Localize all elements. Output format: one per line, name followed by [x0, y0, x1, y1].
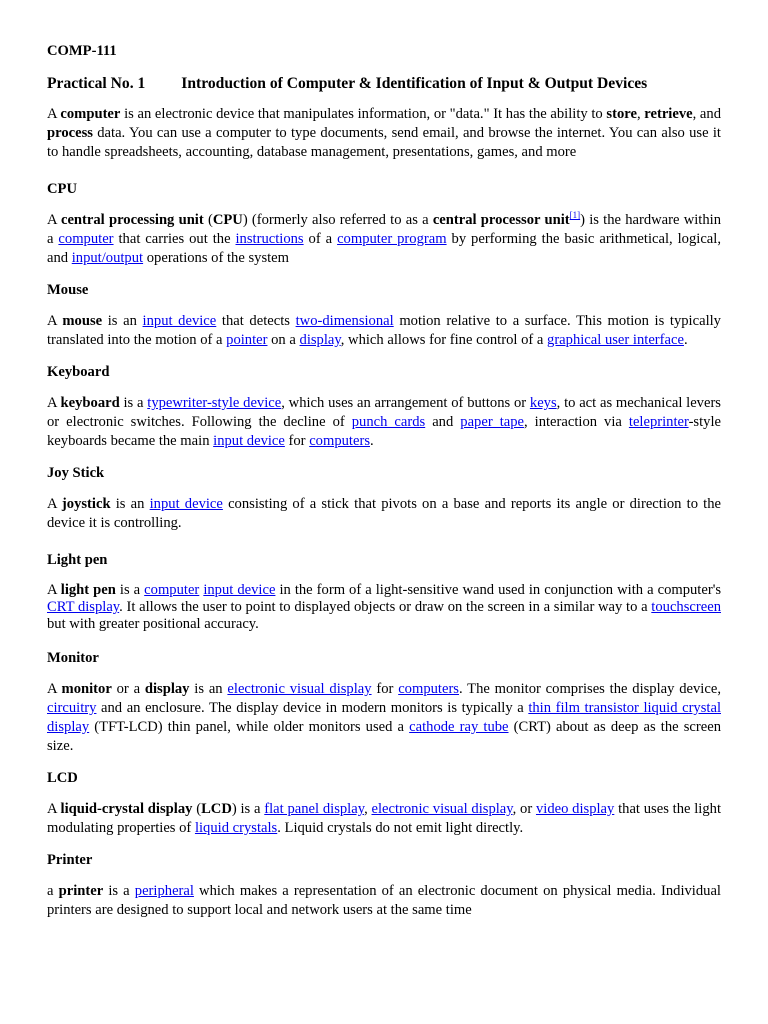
text: is a — [103, 883, 135, 899]
text: , — [364, 801, 372, 817]
keyboard-paragraph — [47, 394, 721, 451]
text: . It allows the user to point to displayed objects or draw on the screen in a similar way to a — [119, 599, 652, 615]
link-flat-panel-display[interactable]: flat panel display — [264, 801, 365, 817]
document-page — [47, 42, 721, 933]
text: A — [47, 106, 61, 122]
text: is a — [115, 582, 145, 598]
text: (CRT) about as deep as the screen size. — [47, 719, 721, 754]
link-tft-lcd[interactable]: thin film transistor liquid crystal display — [47, 700, 721, 735]
term: light pen — [60, 582, 116, 598]
link-circuitry[interactable]: circuitry — [47, 700, 97, 716]
term-process: process — [47, 125, 93, 141]
text: and an enclosure. The display device in modern monitors is typically a — [96, 700, 529, 716]
text: data. You can use a computer to type documents, send email, and browse the internet. You can also use it to handle spreadsheets, accounting, database management, presentations, games, and more — [47, 125, 721, 160]
text: consisting of a stick that pivots on a base and reports its angle or direction to the device it is controlling. — [47, 496, 722, 531]
link-computer[interactable]: computer — [144, 582, 200, 598]
text: A — [47, 681, 62, 697]
text: . — [683, 332, 688, 348]
link-video-display[interactable]: video display — [535, 801, 615, 817]
text: , to act as mechanical levers or electronic switches. Following the decline of — [47, 395, 721, 430]
text: , — [636, 106, 645, 122]
link-computers[interactable]: computers — [398, 681, 459, 697]
text: that carries out the — [113, 231, 236, 247]
text: that detects — [216, 313, 296, 329]
term-computer: computer — [60, 106, 121, 122]
section-heading-mouse: Mouse — [47, 282, 89, 298]
link-computer-program[interactable]: computer program — [337, 231, 447, 247]
text: is an electronic device that manipulates information, or "data." It has the ability to — [120, 106, 607, 122]
page-title — [47, 74, 721, 93]
text: , or — [512, 801, 536, 817]
text: that uses the light modulating properties of — [47, 801, 722, 836]
term: CPU — [212, 212, 243, 228]
term: LCD — [201, 801, 232, 817]
text: , interaction via — [524, 414, 629, 430]
term-retrieve: retrieve — [644, 106, 693, 122]
text: on a — [267, 332, 300, 348]
text: motion relative to a surface. This motion is typically translated into the motion of a — [47, 313, 721, 348]
text: A — [47, 582, 61, 598]
section-heading-joystick: Joy Stick — [47, 465, 105, 481]
section-heading-light-pen: Light pen — [47, 552, 108, 568]
text: is a — [119, 395, 148, 411]
section-heading-monitor: Monitor — [47, 650, 99, 666]
text: ) is the hardware within a — [47, 212, 722, 247]
light-pen-paragraph — [47, 582, 721, 633]
text: operations of the system — [143, 250, 290, 266]
link-crt-display[interactable]: CRT display — [47, 599, 120, 615]
text: ) is a — [231, 801, 265, 817]
link-computers[interactable]: computers — [309, 433, 370, 449]
text: for — [371, 681, 399, 697]
text: ( — [192, 801, 202, 817]
term: mouse — [62, 313, 103, 329]
term: display — [144, 681, 190, 697]
text: , which allows for fine control of a — [340, 332, 548, 348]
link-liquid-crystals[interactable]: liquid crystals — [194, 820, 278, 836]
link-input-output[interactable]: input/output — [71, 250, 144, 266]
link-input-device[interactable]: input device — [142, 313, 217, 329]
text: A — [47, 313, 63, 329]
text: ) (formerly also referred to as a — [242, 212, 433, 228]
text: A — [47, 212, 61, 228]
text: but with greater positional accuracy. — [47, 616, 259, 632]
text: -style keyboards became the main — [47, 414, 721, 449]
term: central processor unit — [432, 212, 570, 228]
cpu-paragraph — [47, 211, 721, 268]
link-electronic-visual-display[interactable]: electronic visual display — [227, 681, 372, 697]
lcd-paragraph — [47, 800, 721, 838]
link-punch-cards[interactable]: punch cards — [351, 414, 426, 430]
text: of a — [303, 231, 338, 247]
text: . Liquid crystals do not emit light directly. — [277, 820, 524, 836]
link-peripheral[interactable]: peripheral — [134, 883, 194, 899]
printer-paragraph — [47, 882, 721, 920]
text: is an — [110, 496, 150, 512]
section-heading-printer: Printer — [47, 852, 93, 868]
text: a — [47, 883, 59, 899]
link-input-device[interactable]: input device — [213, 433, 285, 449]
link-touchscreen[interactable]: touchscreen — [651, 599, 721, 615]
practical-title: Introduction of Computer & Identification of Input & Output Devices — [181, 75, 648, 92]
section-heading-cpu: CPU — [47, 181, 77, 197]
text: (TFT-LCD) thin panel, while older monitors used a — [89, 719, 410, 735]
course-code: COMP-111 — [47, 43, 117, 59]
text: and — [425, 414, 461, 430]
text: , which uses an arrangement of buttons or — [281, 395, 530, 411]
text: or a — [111, 681, 145, 697]
link-two-dimensional[interactable]: two-dimensional — [295, 313, 394, 329]
text: , and — [692, 106, 722, 122]
section-heading-keyboard: Keyboard — [47, 364, 110, 380]
text: A — [47, 496, 62, 512]
term: keyboard — [60, 395, 120, 411]
section-heading-lcd: LCD — [47, 770, 78, 786]
text: . The monitor comprises the display device, — [458, 681, 721, 697]
term: liquid-crystal display — [60, 801, 193, 817]
joystick-paragraph — [47, 495, 721, 533]
link-graphical-user-interface[interactable]: graphical user interface — [547, 332, 684, 348]
text: in the form of a light-sensitive wand used in conjunction with a computer's — [275, 582, 722, 598]
text: ( — [203, 212, 213, 228]
text: A — [47, 801, 61, 817]
text: is an — [189, 681, 228, 697]
link-pointer[interactable]: pointer — [226, 332, 268, 348]
link-teleprinter[interactable]: teleprinter — [628, 414, 689, 430]
link-input-device[interactable]: input device — [149, 496, 223, 512]
text: by performing the basic arithmetical, logical, and — [47, 231, 721, 266]
term: monitor — [61, 681, 112, 697]
citation-link[interactable]: [1] — [569, 210, 581, 221]
link-paper-tape[interactable]: paper tape — [460, 414, 524, 430]
link-instructions[interactable]: instructions — [235, 231, 304, 247]
link-computer[interactable]: computer — [58, 231, 114, 247]
term: joystick — [61, 496, 111, 512]
monitor-paragraph — [47, 680, 721, 756]
link-electronic-visual-display[interactable]: electronic visual display — [371, 801, 513, 817]
mouse-paragraph — [47, 312, 721, 350]
link-typewriter-style-device[interactable]: typewriter-style device — [147, 395, 282, 411]
link-keys[interactable]: keys — [529, 395, 557, 411]
text: is an — [102, 313, 143, 329]
term: central processing unit — [60, 212, 204, 228]
link-display[interactable]: display — [299, 332, 341, 348]
text: for — [284, 433, 310, 449]
link-cathode-ray-tube[interactable]: cathode ray tube — [409, 719, 509, 735]
intro-paragraph — [47, 105, 721, 162]
link-input-device[interactable]: input device — [203, 582, 276, 598]
text: . — [370, 433, 374, 449]
text: A — [47, 395, 61, 411]
text: which makes a representation of an electronic document on physical media. Individual printers are designed to support local and network users at the same time — [47, 883, 721, 918]
term: printer — [58, 883, 104, 899]
term-store: store — [606, 106, 637, 122]
practical-label: Practical No. 1 — [47, 75, 146, 92]
